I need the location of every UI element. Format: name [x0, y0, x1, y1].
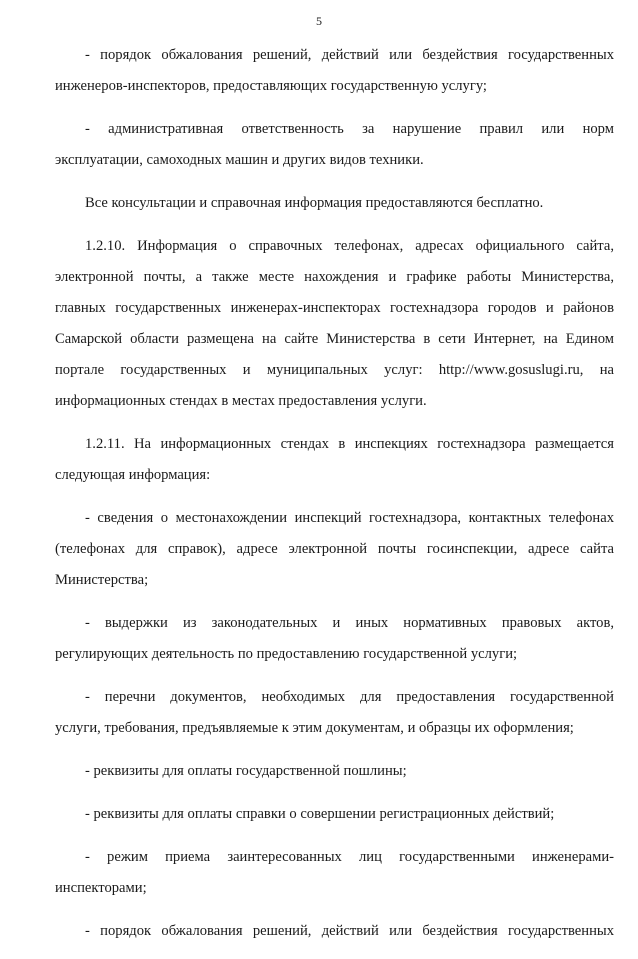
text-line: Самарской области размещена на сайте Министерства в сети Интернет, на Едином: [55, 331, 614, 347]
text-line: регулирующих деятельность по предоставлению государственной услуги;: [55, 646, 518, 662]
paragraph: [55, 842, 614, 904]
text-line: электронной почты, а также месте нахождения и графике работы Министерства,: [55, 269, 614, 285]
document-body: [55, 40, 614, 959]
text-line: 1.2.10. Информация о справочных телефонах, адресах официального сайта,: [85, 238, 614, 254]
text-line: портале государственных и муниципальных услуг: http://www.gosuslugi.ru, на: [55, 362, 614, 378]
text-line: (телефонах для справок), адресе электронной почты госинспекции, адресе сайта: [55, 541, 614, 557]
paragraph: [55, 799, 614, 830]
page-number: 5: [316, 14, 322, 28]
text-line: главных государственных инженерах-инспекторах гостехнадзора городов и районов: [55, 300, 614, 316]
text-line: - порядок обжалования решений, действий или бездействия государственных: [85, 923, 614, 939]
paragraph: [55, 114, 614, 176]
paragraph: [55, 231, 614, 417]
text-line: - порядок обжалования решений, действий или бездействия государственных: [85, 47, 614, 63]
text-line: - режим приема заинтересованных лиц государственными инженерами-: [85, 849, 614, 865]
text-line: - перечни документов, необходимых для предоставления государственной: [85, 689, 614, 705]
text-line: - реквизиты для оплаты справки о совершении регистрационных действий;: [85, 806, 555, 822]
paragraph: [55, 40, 614, 102]
text-line: инженеров-инспекторов, предоставляющих государственную услугу;: [55, 78, 487, 94]
paragraph: [55, 756, 614, 787]
text-line: Министерства;: [55, 572, 149, 588]
text-line: - административная ответственность за нарушение правил или норм: [85, 121, 614, 137]
text-line: Все консультации и справочная информация предоставляются бесплатно.: [85, 195, 544, 211]
paragraph: [55, 429, 614, 491]
text-line: эксплуатации, самоходных машин и других видов техники.: [55, 152, 424, 168]
text-line: инспекторами;: [55, 880, 147, 896]
paragraph: [55, 682, 614, 744]
text-line: - выдержки из законодательных и иных нормативных правовых актов,: [85, 615, 614, 631]
text-line: - реквизиты для оплаты государственной пошлины;: [85, 763, 407, 779]
text-line: 1.2.11. На информационных стендах в инспекциях гостехнадзора размещается: [85, 436, 614, 452]
text-line: следующая информация:: [55, 467, 211, 483]
paragraph: [55, 916, 614, 947]
paragraph: [55, 503, 614, 596]
paragraph: [55, 188, 614, 219]
text-line: информационных стендах в местах предоставления услуги.: [55, 393, 427, 409]
paragraph: [55, 608, 614, 670]
text-line: - сведения о местонахождении инспекций гостехнадзора, контактных телефонах: [85, 510, 614, 526]
text-line: услуги, требования, предъявляемые к этим документам, и образцы их оформления;: [55, 720, 574, 736]
